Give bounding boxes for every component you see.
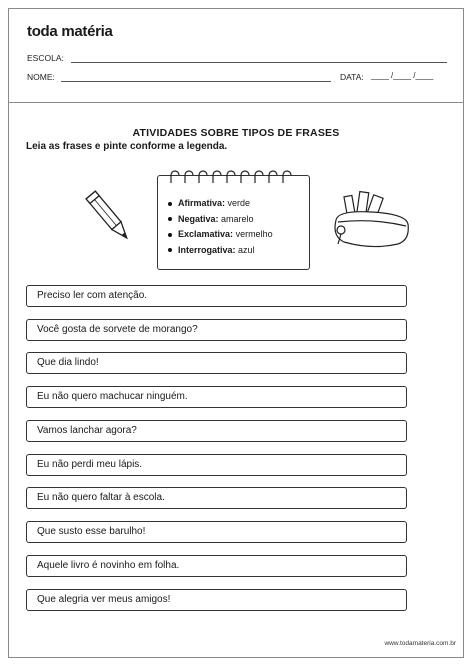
sentence-box[interactable]: Aquele livro é novinho em folha.: [26, 555, 407, 577]
name-line: [61, 81, 331, 82]
worksheet-title: ATIVIDADES SOBRE TIPOS DE FRASES: [132, 127, 340, 139]
sentence-box[interactable]: Eu não quero machucar ninguém.: [26, 386, 407, 408]
pencil-icon: [82, 186, 138, 250]
bullet-icon: [168, 233, 172, 237]
legend-color: verde: [227, 198, 251, 208]
legend-item: [168, 196, 273, 212]
legend-type: Afirmativa:: [178, 198, 226, 208]
spiral-binding-icon: [166, 170, 301, 184]
instruction: Leia as frases e pinte conforme a legenda.: [26, 141, 228, 152]
school-label: ESCOLA:: [27, 53, 64, 63]
sentence-box[interactable]: Que susto esse barulho!: [26, 521, 407, 543]
logo: toda matéria: [27, 23, 113, 40]
school-line: [71, 62, 447, 63]
sentence-box[interactable]: Vamos lanchar agora?: [26, 420, 407, 442]
bullet-icon: [168, 248, 172, 252]
legend-list: [168, 196, 273, 258]
legend-color: amarelo: [221, 213, 254, 224]
header: [9, 9, 463, 103]
legend-type: Interrogativa:: [178, 244, 236, 255]
pencil-case-icon: [332, 190, 412, 250]
legend-color: azul: [238, 244, 255, 255]
legend-color: vermelho: [235, 229, 273, 239]
sentence-box[interactable]: Eu não perdi meu lápis.: [26, 454, 407, 476]
sentence-box[interactable]: Você gosta de sorvete de morango?: [26, 319, 407, 341]
bullet-icon: [168, 202, 172, 206]
legend-card: [157, 175, 310, 270]
legend-item: [168, 227, 273, 243]
date-label: DATA:: [340, 72, 364, 82]
name-label: NOME:: [27, 72, 55, 82]
footer-url: www.todamateria.com.br: [384, 640, 456, 647]
bullet-icon: [168, 217, 172, 221]
sentence-box[interactable]: Preciso ler com atenção.: [26, 285, 407, 307]
date-blank: ____ /____ /____: [371, 71, 434, 80]
legend-type: Negativa:: [178, 213, 219, 224]
sentence-box[interactable]: Eu não quero faltar à escola.: [26, 487, 407, 509]
sentence-box[interactable]: Que dia lindo!: [26, 352, 407, 374]
sentence-box[interactable]: Que alegria ver meus amigos!: [26, 589, 407, 611]
legend-type: Exclamativa:: [178, 229, 234, 239]
legend-item: [168, 243, 273, 259]
legend-item: [168, 212, 273, 228]
